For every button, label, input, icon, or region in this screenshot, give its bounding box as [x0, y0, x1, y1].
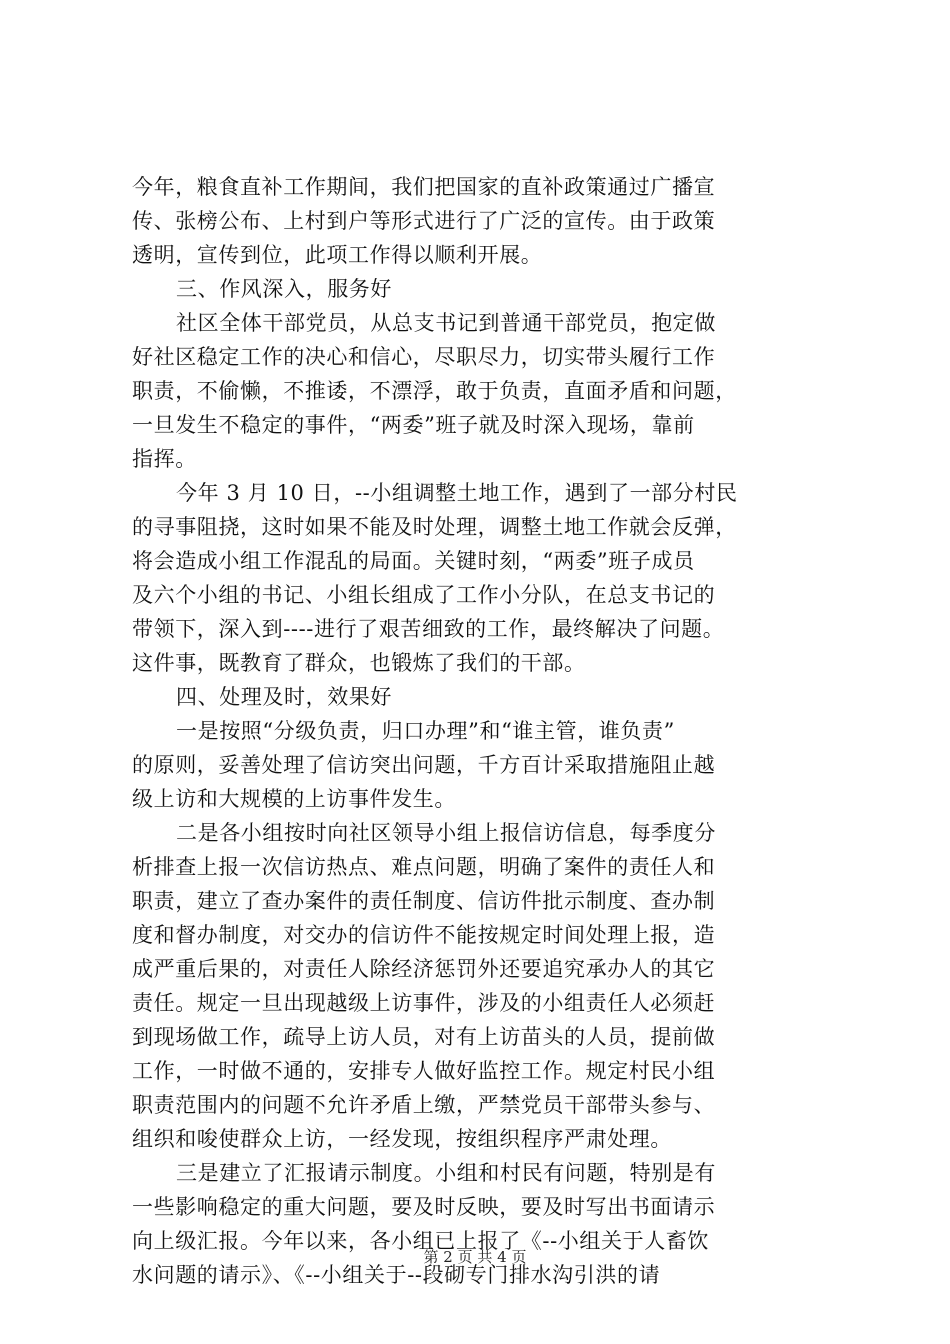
text-line: 级上访和大规模的上访事件发生。	[132, 787, 456, 811]
text-line: 二是各小组按时向社区领导小组上报信访信息，每季度分	[176, 821, 716, 845]
text-line: 将会造成小组工作混乱的局面。关键时刻，“两委”班子成员	[132, 549, 695, 573]
text-line: 水问题的请示》、《--小组关于--段砌专门排水沟引洪的请	[132, 1263, 661, 1287]
text-line: 及六个小组的书记、小组长组成了工作小分队，在总支书记的	[132, 583, 716, 607]
text-line: 一些影响稳定的重大问题，要及时反映，要及时写出书面请示	[132, 1195, 716, 1219]
text-line: 职责范围内的问题不允许矛盾上缴，严禁党员干部带头参与、	[132, 1093, 716, 1117]
page-footer: 第 2 页 共 4 页	[423, 1248, 527, 1266]
text-line: 这件事，既教育了群众，也锻炼了我们的干部。	[132, 651, 586, 675]
text-line: 今年，粮食直补工作期间，我们把国家的直补政策通过广播宣	[132, 175, 716, 199]
text-line: 今年 3 月 10 日，--小组调整土地工作，遇到了一部分村民	[176, 481, 738, 505]
text-line: 责任。规定一旦出现越级上访事件，涉及的小组责任人必须赶	[132, 991, 716, 1015]
text-line: 传、张榜公布、上村到户等形式进行了广泛的宣传。由于政策	[132, 209, 716, 233]
text-line: 职责，建立了查办案件的责任制度、信访件批示制度、查办制	[132, 889, 716, 913]
text-line: 透明，宣传到位，此项工作得以顺利开展。	[132, 243, 543, 267]
text-line: 一旦发生不稳定的事件，“两委”班子就及时深入现场，靠前	[132, 413, 695, 437]
text-line: 三、作风深入，服务好	[176, 277, 392, 301]
text-line: 到现场做工作，疏导上访人员，对有上访苗头的人员，提前做	[132, 1025, 716, 1049]
text-line: 工作，一时做不通的，安排专人做好监控工作。规定村民小组	[132, 1059, 716, 1083]
text-line: 向上级汇报。今年以来，各小组已上报了《--小组关于人畜饮	[132, 1229, 709, 1253]
text-line: 度和督办制度，对交办的信访件不能按规定时间处理上报，造	[132, 923, 716, 947]
text-line: 四、处理及时，效果好	[176, 685, 392, 709]
text-line: 析排查上报一次信访热点、难点问题，明确了案件的责任人和	[132, 855, 716, 879]
text-line: 成严重后果的，对责任人除经济惩罚外还要追究承办人的其它	[132, 957, 716, 981]
text-line: 职责，不偷懒，不推诿，不漂浮，敢于负责，直面矛盾和问题，	[132, 379, 737, 403]
text-line: 一是按照“分级负责，归口办理”和“谁主管，谁负责”	[176, 719, 675, 743]
text-line: 的原则，妥善处理了信访突出问题，千方百计采取措施阻止越	[132, 753, 716, 777]
text-line: 指挥。	[132, 447, 197, 471]
text-line: 组织和唆使群众上访，一经发现，按组织程序严肃处理。	[132, 1127, 672, 1151]
document-body	[132, 170, 832, 1292]
text-line: 的寻事阻挠，这时如果不能及时处理，调整土地工作就会反弹，	[132, 515, 737, 539]
text-line: 三是建立了汇报请示制度。小组和村民有问题，特别是有	[176, 1161, 716, 1185]
text-line: 社区全体干部党员，从总支书记到普通干部党员，抱定做	[176, 311, 716, 335]
text-line: 好社区稳定工作的决心和信心，尽职尽力，切实带头履行工作	[132, 345, 716, 369]
text-line: 带领下，深入到----进行了艰苦细致的工作，最终解决了问题。	[132, 617, 725, 641]
